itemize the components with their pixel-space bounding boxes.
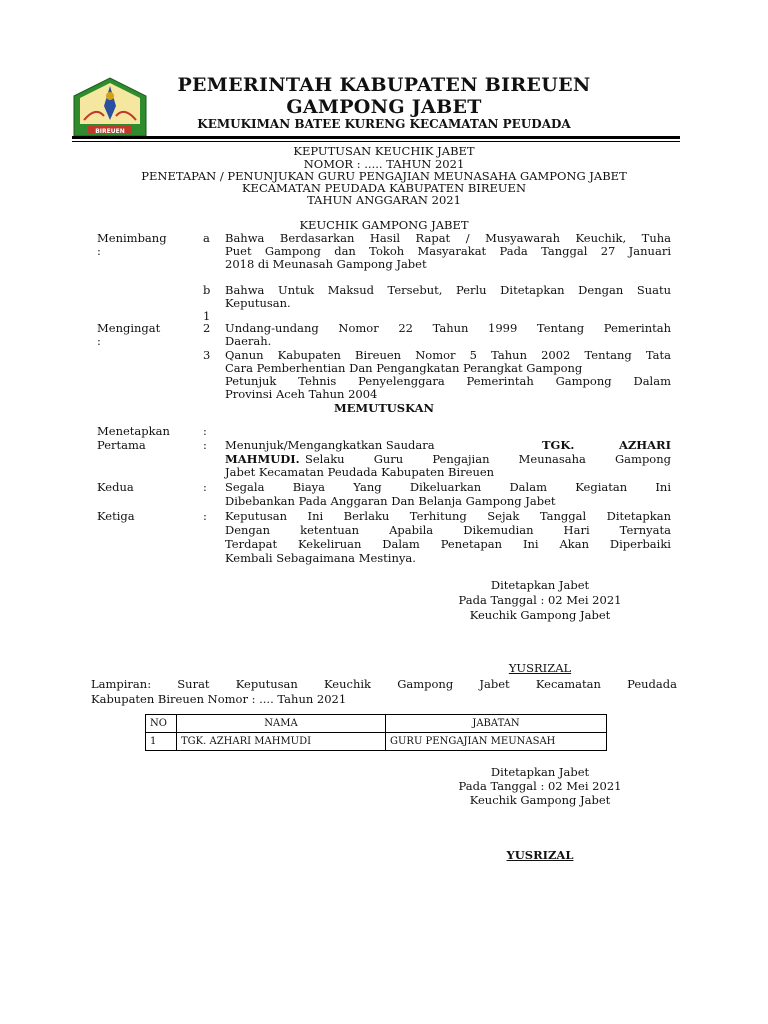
memutuskan-heading: MEMUTUSKAN	[333, 401, 435, 415]
menetapkan-label: Menetapkan	[97, 424, 170, 438]
mengingat-item-2-line2: Daerah.	[225, 334, 272, 348]
menimbang-b-mark: b	[203, 283, 211, 297]
lampiran-line1: Lampiran: Surat Keputusan Keuchik Gampong Jabet Kecamatan Peudada	[91, 677, 677, 691]
letterhead-rule-thick	[72, 136, 680, 139]
district-name: KEMUKIMAN BATEE KURENG KECAMATAN PEUDADA	[197, 117, 571, 131]
cell-nama: TGK. AZHARI MAHMUDI	[177, 733, 386, 751]
kedua-colon: :	[203, 480, 207, 494]
sig2-place: Ditetapkan Jabet	[490, 765, 590, 779]
ketiga-line2: Dengan ketentuan Apabila Dikemudian Hari Ternyata	[225, 523, 671, 537]
col-header-no: NO	[146, 715, 177, 733]
budget-year: TAHUN ANGGARAN 2021	[307, 193, 461, 207]
col-header-jabatan: JABATAN	[386, 715, 607, 733]
menimbang-a-line3: 2018 di Meunasah Gampong Jabet	[225, 257, 427, 271]
mengingat-item-1-mark: 1	[203, 309, 211, 323]
issuer: KEUCHIK GAMPONG JABET	[299, 218, 469, 232]
logo-text: BIREUEN	[95, 128, 125, 135]
sig1-place: Ditetapkan Jabet	[490, 578, 590, 592]
mengingat-item-2-mark: 2	[203, 321, 211, 335]
table-header-row	[146, 715, 607, 733]
village-name: GAMPONG JABET	[286, 96, 482, 118]
appointee-name-part2: MAHMUDI.	[225, 452, 300, 466]
mengingat-item-2-line1: Undang-undang Nomor 22 Tahun 1999 Tentang Pemerintah	[225, 321, 671, 335]
menimbang-a-mark: a	[203, 231, 210, 245]
sig2-name: YUSRIZAL	[506, 848, 574, 862]
menimbang-a-line2: Puet Gampong dan Tokoh Masyarakat Pada Tanggal 27 Januari	[225, 244, 671, 258]
decree-subject: PENETAPAN / PENUNJUKAN GURU PENGAJIAN MEUNASAHA GAMPONG JABET	[141, 169, 627, 183]
decree-number: NOMOR : ..... TAHUN 2021	[303, 157, 465, 171]
mengingat-item-3-line3: Petunjuk Tehnis Penyelenggara Pemerintah Gampong Dalam	[225, 374, 671, 388]
sig2-role: Keuchik Gampong Jabet	[469, 793, 611, 807]
pertama-line2-text: Selaku Guru Pengajian Meunasaha Gampong	[305, 452, 671, 466]
mengingat-item-3-line2: Cara Pemberhentian Dan Pengangkatan Perangkat Gampong	[225, 361, 583, 375]
sig2-date: Pada Tanggal : 02 Mei 2021	[458, 779, 622, 793]
mengingat-item-3-line1: Qanun Kabupaten Bireuen Nomor 5 Tahun 2002 Tentang Tata	[225, 348, 671, 362]
menimbang-colon: :	[97, 244, 101, 258]
mengingat-colon: :	[97, 334, 101, 348]
mengingat-item-3-mark: 3	[203, 348, 211, 362]
menimbang-b-line2: Keputusan.	[225, 296, 291, 310]
menetapkan-colon: :	[203, 424, 207, 438]
mengingat-label: Mengingat	[97, 321, 161, 335]
cell-no: 1	[146, 733, 177, 751]
ketiga-line1: Keputusan Ini Berlaku Terhitung Sejak Tanggal Ditetapkan	[225, 509, 671, 523]
kedua-line1: Segala Biaya Yang Dikeluarkan Dalam Kegiatan Ini	[225, 480, 671, 494]
letterhead-rule-thin	[72, 141, 680, 142]
pertama-colon: :	[203, 438, 207, 452]
sig1-role: Keuchik Gampong Jabet	[469, 608, 611, 622]
sig1-date: Pada Tanggal : 02 Mei 2021	[458, 593, 622, 607]
sig1-name: YUSRIZAL	[508, 661, 572, 675]
ketiga-label: Ketiga	[97, 509, 135, 523]
menimbang-a-line1: Bahwa Berdasarkan Hasil Rapat / Musyawarah Keuchik, Tuha	[225, 231, 671, 245]
ketiga-colon: :	[203, 509, 207, 523]
kedua-line2: Dibebankan Pada Anggaran Dan Belanja Gampong Jabet	[225, 494, 556, 508]
kedua-label: Kedua	[97, 480, 134, 494]
table-row	[146, 733, 607, 751]
appointee-table	[145, 714, 607, 751]
decree-title: KEPUTUSAN KEUCHIK JABET	[293, 144, 475, 158]
ketiga-line4: Kembali Sebagaimana Mestinya.	[225, 551, 416, 565]
pertama-line1-text: Menunjuk/Mengangkatkan Saudara	[225, 438, 435, 452]
menimbang-b-line1: Bahwa Untuk Maksud Tersebut, Perlu Ditetapkan Dengan Suatu	[225, 283, 671, 297]
regency-name: PEMERINTAH KABUPATEN BIREUEN	[177, 74, 591, 96]
cell-jabatan: GURU PENGAJIAN MEUNASAH	[386, 733, 607, 751]
decree-subject-2: KECAMATAN PEUDADA KABUPATEN BIREUEN	[241, 181, 527, 195]
col-header-nama: NAMA	[177, 715, 386, 733]
mengingat-item-3-line4: Provinsi Aceh Tahun 2004	[225, 387, 378, 401]
lampiran-line2: Kabupaten Bireuen Nomor : .... Tahun 2021	[91, 692, 347, 706]
ketiga-line3: Terdapat Kekeliruan Dalam Penetapan Ini Akan Diperbaiki	[225, 537, 671, 551]
pertama-line3: Jabet Kecamatan Peudada Kabupaten Bireuen	[225, 465, 495, 479]
menimbang-label: Menimbang	[97, 231, 167, 245]
appointee-name-part1: TGK. AZHARI	[542, 438, 671, 452]
pertama-label: Pertama	[97, 438, 146, 452]
bireuen-regency-logo	[70, 76, 150, 140]
